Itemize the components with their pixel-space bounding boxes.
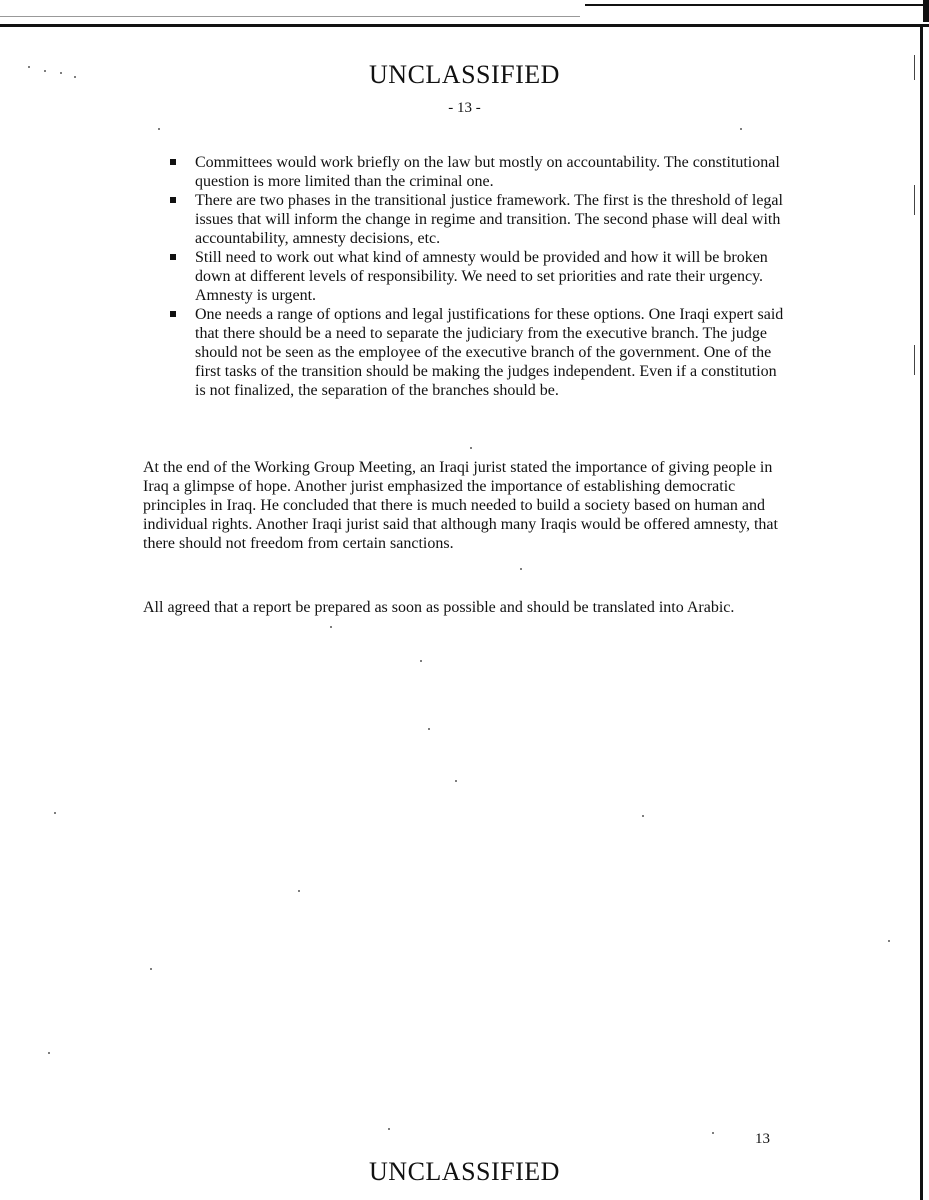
- page-label: - 13 -: [448, 100, 481, 116]
- scan-speck: [158, 128, 160, 130]
- scan-border-top: [0, 24, 929, 27]
- list-item-text: One needs a range of options and legal justifications for these options. One Iraqi expert said that there should be a need to separate the judiciary from the executive branch. The judge should not be seen as the employee of the executive branch of the government. One of the first tasks of the transition should be making the judges independent. Even if a constitution is not finalized, the separation of the branches should be.: [195, 306, 784, 399]
- list-item: [170, 305, 790, 400]
- scan-corner-mark: [923, 0, 929, 22]
- bullet-square-icon: [170, 197, 176, 203]
- list-item: [170, 153, 790, 191]
- scan-speck: [420, 660, 422, 662]
- scan-speck: [740, 128, 742, 130]
- bullet-square-icon: [170, 159, 176, 165]
- scan-speck: [48, 1052, 50, 1054]
- bullet-list: [170, 153, 790, 400]
- scan-speck: [150, 968, 152, 970]
- scan-speck: [520, 568, 522, 570]
- scan-border-thin: [0, 16, 580, 17]
- scan-border-top-right: [585, 4, 929, 6]
- scan-tick: [914, 185, 915, 215]
- body-paragraph: At the end of the Working Group Meeting, an Iraqi jurist stated the importance of giving people in Iraq a glimpse of hope. Another jurist emphasized the importance of establishing democratic principles in Iraq. He concluded that there is much needed to build a society based on human and individual rights. Another Iraqi jurist said that although many Iraqis would be offered amnesty, that there should not freedom from certain sanctions.: [143, 459, 778, 552]
- list-item: [170, 248, 790, 305]
- scan-border-right: [920, 26, 923, 1200]
- scan-tick: [914, 345, 915, 375]
- list-item-text: There are two phases in the transitional justice framework. The first is the threshold of legal issues that will inform the change in regime and transition. The second phase will deal with accountability, amnesty decisions, etc.: [195, 192, 783, 247]
- scan-speck: [888, 940, 890, 942]
- footer-classification: UNCLASSIFIED: [369, 1157, 560, 1186]
- scan-speck: [428, 728, 430, 730]
- scan-speck: [330, 626, 332, 628]
- header-classification: UNCLASSIFIED: [369, 60, 560, 89]
- scan-speck: [470, 447, 472, 449]
- list-item-text: Committees would work briefly on the law but mostly on accountability. The constitutional question is more limited than the criminal one.: [195, 154, 780, 190]
- body-paragraph: All agreed that a report be prepared as soon as possible and should be translated into Arabic.: [143, 599, 735, 616]
- list-item: [170, 191, 790, 248]
- scan-speck: [54, 812, 56, 814]
- bullet-square-icon: [170, 254, 176, 260]
- scan-speck: [712, 1132, 714, 1134]
- scan-speck: [455, 780, 457, 782]
- bullet-square-icon: [170, 311, 176, 317]
- list-item-text: Still need to work out what kind of amnesty would be provided and how it will be broken down at different levels of responsibility. We need to set priorities and rate their urgency. Amnesty is urgent.: [195, 249, 768, 304]
- scan-speck: [642, 815, 644, 817]
- page-number: 13: [755, 1131, 770, 1147]
- scan-speck: [298, 890, 300, 892]
- scan-speck: [388, 1128, 390, 1130]
